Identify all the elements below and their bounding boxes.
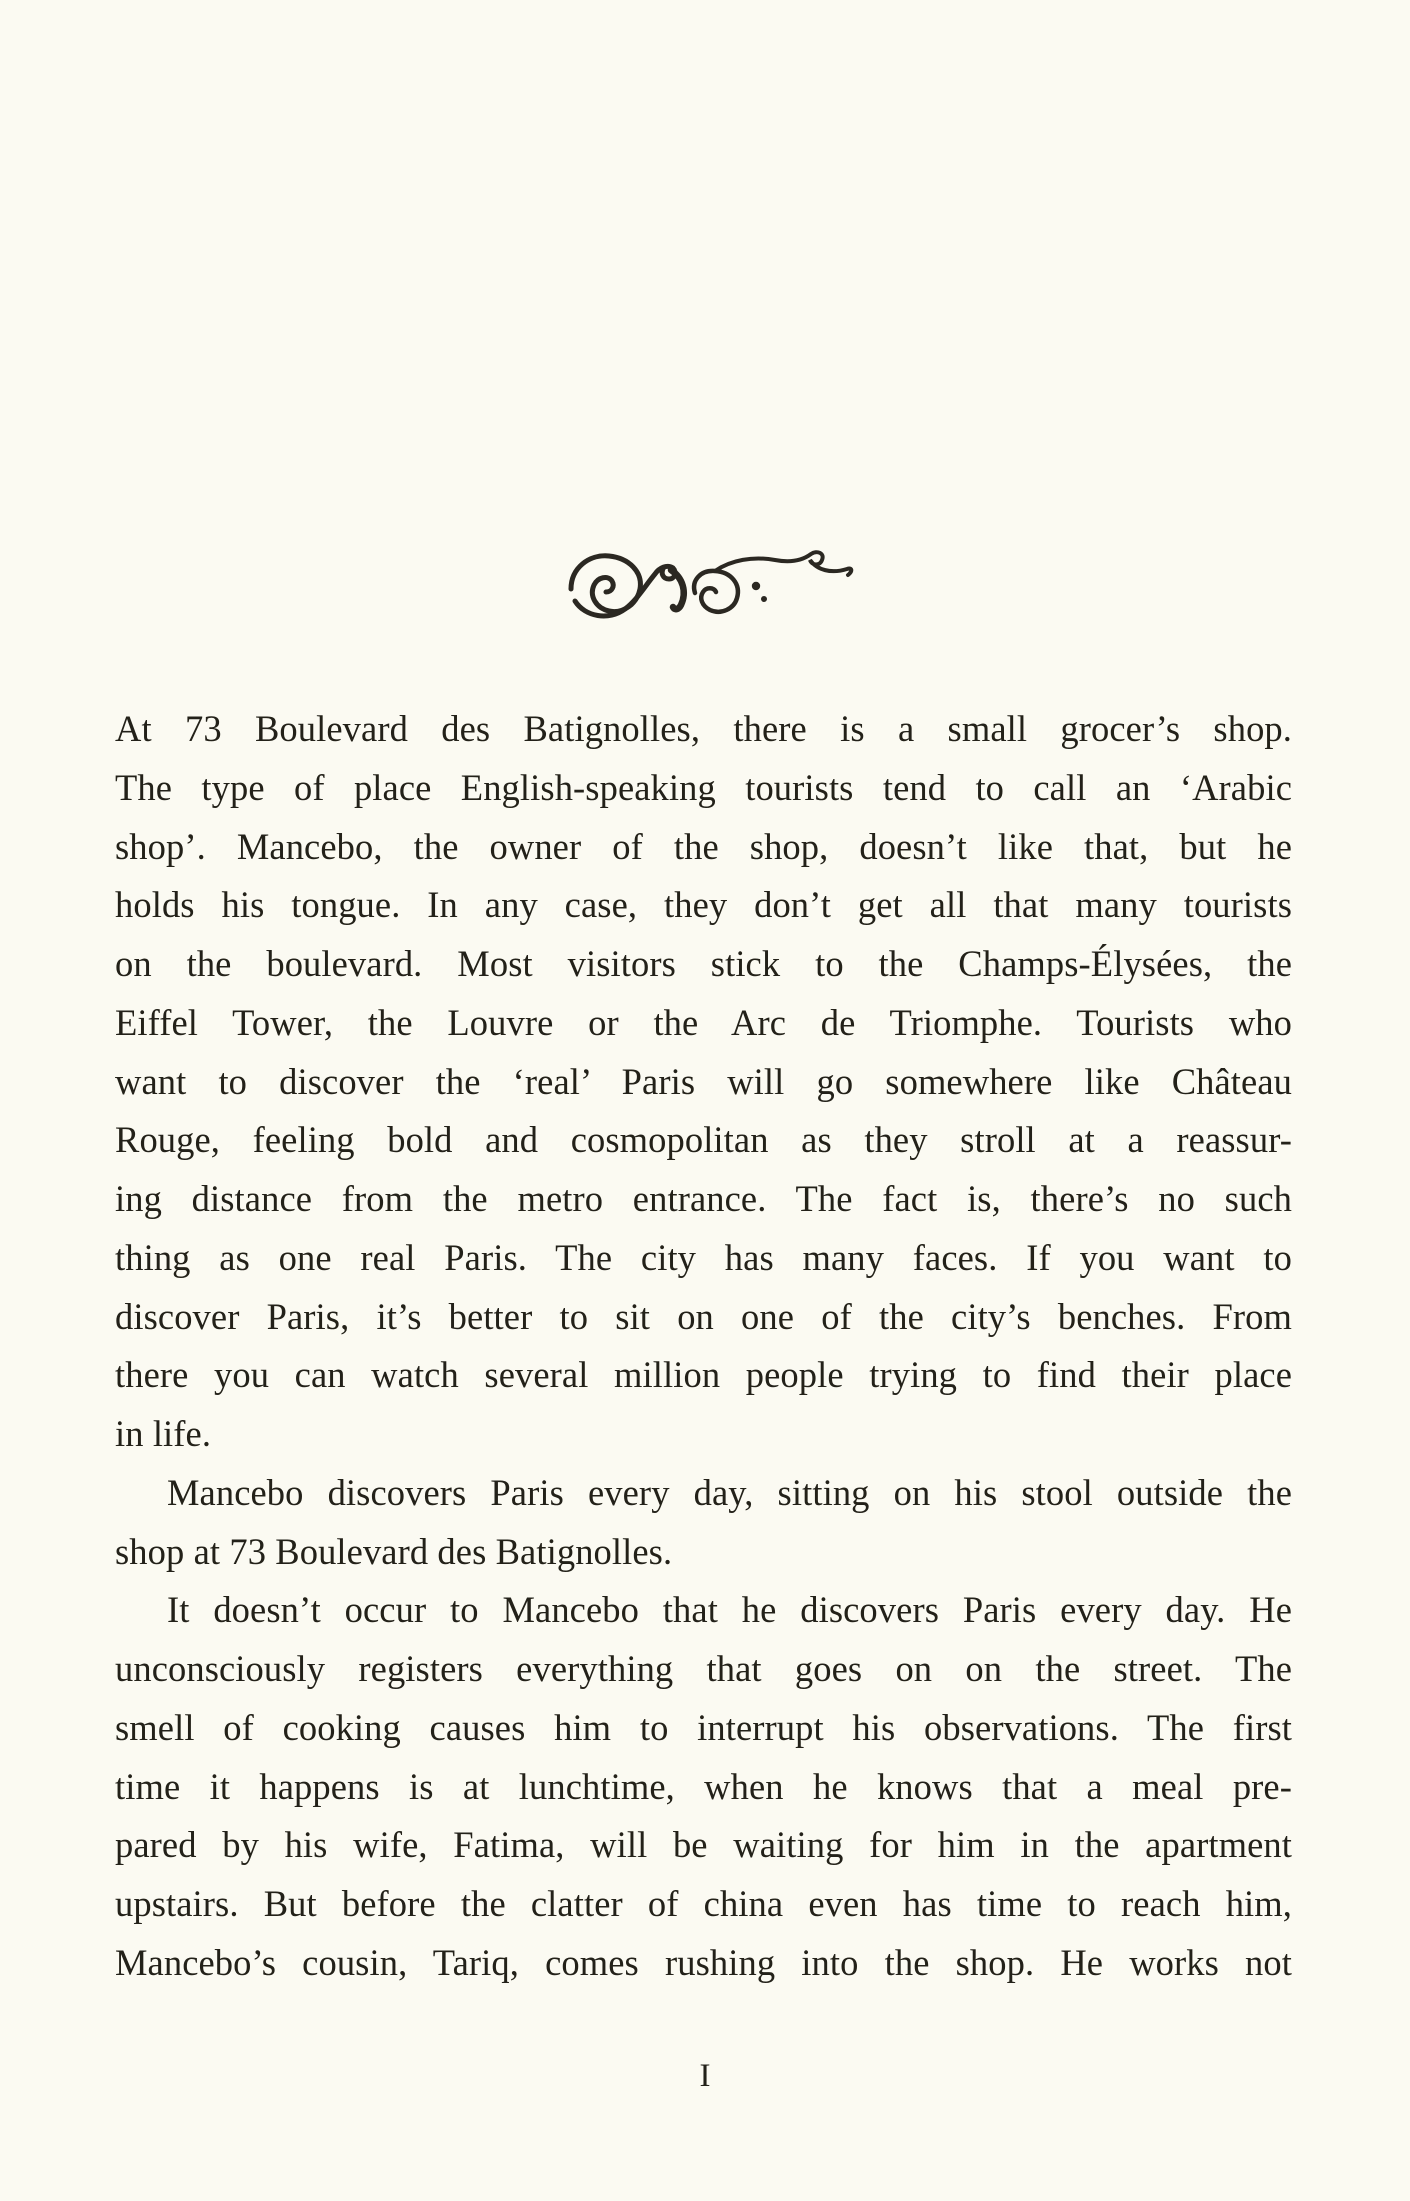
text-line: Mancebo’s cousin, Tariq, comes rushing into the shop. He works not — [115, 1941, 1292, 1983]
text-line: The type of place English-speaking tourists tend to call an ‘Arabic — [115, 766, 1292, 808]
text-line: holds his tongue. In any case, they don’t get all that many tourists — [115, 884, 1292, 926]
text-line: Eiffel Tower, the Louvre or the Arc de Triomphe. Tourists who — [115, 1001, 1292, 1043]
text-line: time it happens is at lunchtime, when he knows that a meal pre- — [115, 1765, 1292, 1807]
text-line: ing distance from the metro entrance. The fact is, there’s no such — [115, 1178, 1292, 1219]
text-line: Rouge, feeling bold and cosmopolitan as they stroll at a reassur- — [115, 1119, 1292, 1161]
text-line: on the boulevard. Most visitors stick to the Champs-Élysées, the — [115, 943, 1292, 984]
text-line: upstairs. But before the clatter of china even has time to reach him, — [115, 1883, 1292, 1924]
text-line: in life. — [115, 1413, 212, 1454]
text-line: pared by his wife, Fatima, will be waiting for him in the apartment — [115, 1824, 1292, 1866]
text-line: there you can watch several million people trying to find their place — [115, 1354, 1292, 1396]
text-line: smell of cooking causes him to interrupt his observations. The first — [115, 1706, 1292, 1748]
text-line: At 73 Boulevard des Batignolles, there is a small grocer’s shop. — [115, 708, 1292, 749]
text-line: thing as one real Paris. The city has many faces. If you want to — [115, 1236, 1292, 1278]
text-line: shop’. Mancebo, the owner of the shop, doesn’t like that, but he — [115, 825, 1292, 867]
text-line: Mancebo discovers Paris every day, sitting on his stool outside the — [167, 1471, 1292, 1513]
body-text — [115, 700, 1292, 1993]
text-line: want to discover the ‘real’ Paris will go somewhere like Château — [115, 1060, 1292, 1102]
page-number: I — [699, 2058, 711, 2094]
text-line: It doesn’t occur to Mancebo that he discovers Paris every day. He — [167, 1589, 1292, 1631]
text-line: shop at 73 Boulevard des Batignolles. — [115, 1530, 673, 1572]
text-line: unconsciously registers everything that goes on on the street. The — [115, 1648, 1292, 1689]
swirl-flourish-ornament — [563, 548, 855, 624]
text-line: discover Paris, it’s better to sit on one of the city’s benches. From — [115, 1295, 1292, 1337]
